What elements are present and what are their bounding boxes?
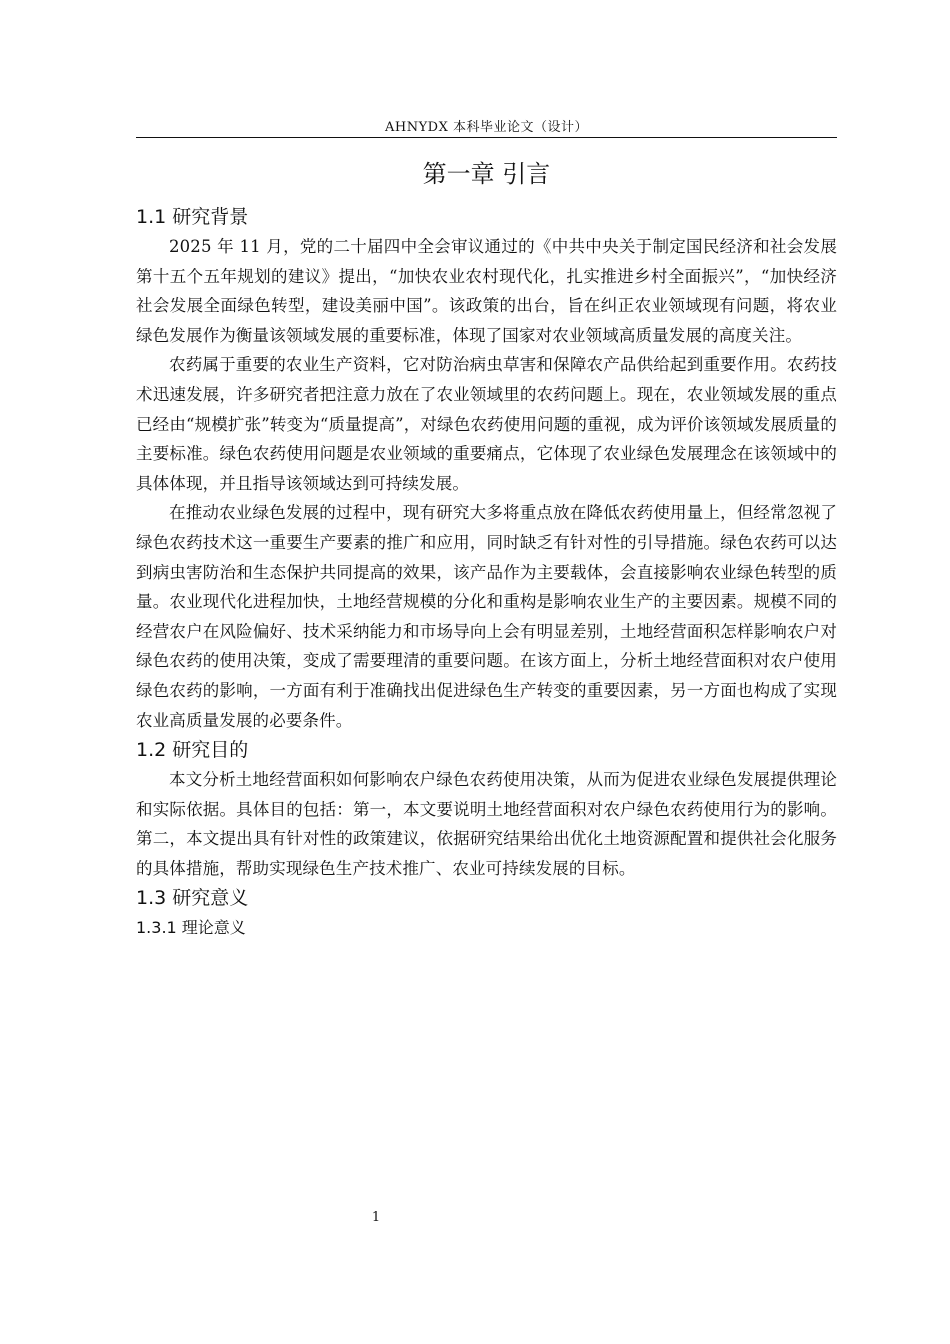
- running-header: AHNYDX 本科毕业论文（设计）: [385, 120, 588, 135]
- paragraph: 在推动农业绿色发展的过程中，现有研究大多将重点放在降低农药使用量上，但经常忽视了绿色农药技术这一重要生产要素的推广和应用，同时缺乏有针对性的引导措施。绿色农药可以达到病虫害防治和生态保护共同提高的效果，该产品作为主要载体，会直接影响农业绿色转型的质量。农业现代化进程加快，土地经营规模的分化和重构是影响农业生产的主要因素。规模不同的经营农户在风险偏好、技术采纳能力和市场导向上会有明显差别，土地经营面积怎样影响农户对绿色农药的使用决策，变成了需要理清的重要问题。在该方面上，分析土地经营面积对农户使用绿色农药的影响，一方面有利于准确找出促进绿色生产转变的重要因素，另一方面也构成了实现农业高质量发展的必要条件。: [136, 503, 837, 730]
- section-research-significance: [136, 883, 837, 943]
- section-heading: 1.2 研究目的: [136, 739, 249, 762]
- subsection-heading: 1.3.1 理论意义: [136, 918, 246, 938]
- paragraph: 本文分析土地经营面积如何影响农户绿色农药使用决策，从而为促进农业绿色发展提供理论和实际依据。具体目的包括：第一，本文要说明土地经营面积对农户绿色农药使用行为的影响。第二，本文提出具有针对性的政策建议，依据研究结果给出优化土地资源配置和提供社会化服务的具体措施，帮助实现绿色生产技术推广、农业可持续发展的目标。: [136, 770, 837, 878]
- page-content: [136, 152, 837, 943]
- paragraph: 农药属于重要的农业生产资料，它对防治病虫草害和保障农产品供给起到重要作用。农药技术迅速发展，许多研究者把注意力放在了农业领域里的农药问题上。现在，农业领域发展的重点已经由“规模扩张”转变为“质量提高”，对绿色农药使用问题的重视，成为评价该领域发展质量的主要标准。绿色农药使用问题是农业领域的重要痛点，它体现了农业绿色发展理念在该领域中的具体体现，并且指导该领域达到可持续发展。: [136, 355, 837, 493]
- section-heading: 1.1 研究背景: [136, 206, 249, 228]
- header-rule: [136, 137, 837, 138]
- section-heading: 1.3 研究意义: [136, 887, 249, 910]
- chapter-title: 第一章 引言: [422, 160, 551, 188]
- section-research-background: [136, 202, 837, 735]
- section-research-purpose: [136, 735, 837, 883]
- page-number: 1: [371, 1210, 381, 1225]
- paragraph: 2025 年 11 月，党的二十届四中全会审议通过的《中共中央关于制定国民经济和社会发展第十五个五年规划的建议》提出，“加快农业农村现代化，扎实推进乡村全面振兴”，“加快经济社会发展全面绿色转型，建设美丽中国”。该政策的出台，旨在纠正农业领域现有问题，将农业绿色发展作为衡量该领域发展的重要标准，体现了国家对农业领域高质量发展的高度关注。: [136, 237, 837, 345]
